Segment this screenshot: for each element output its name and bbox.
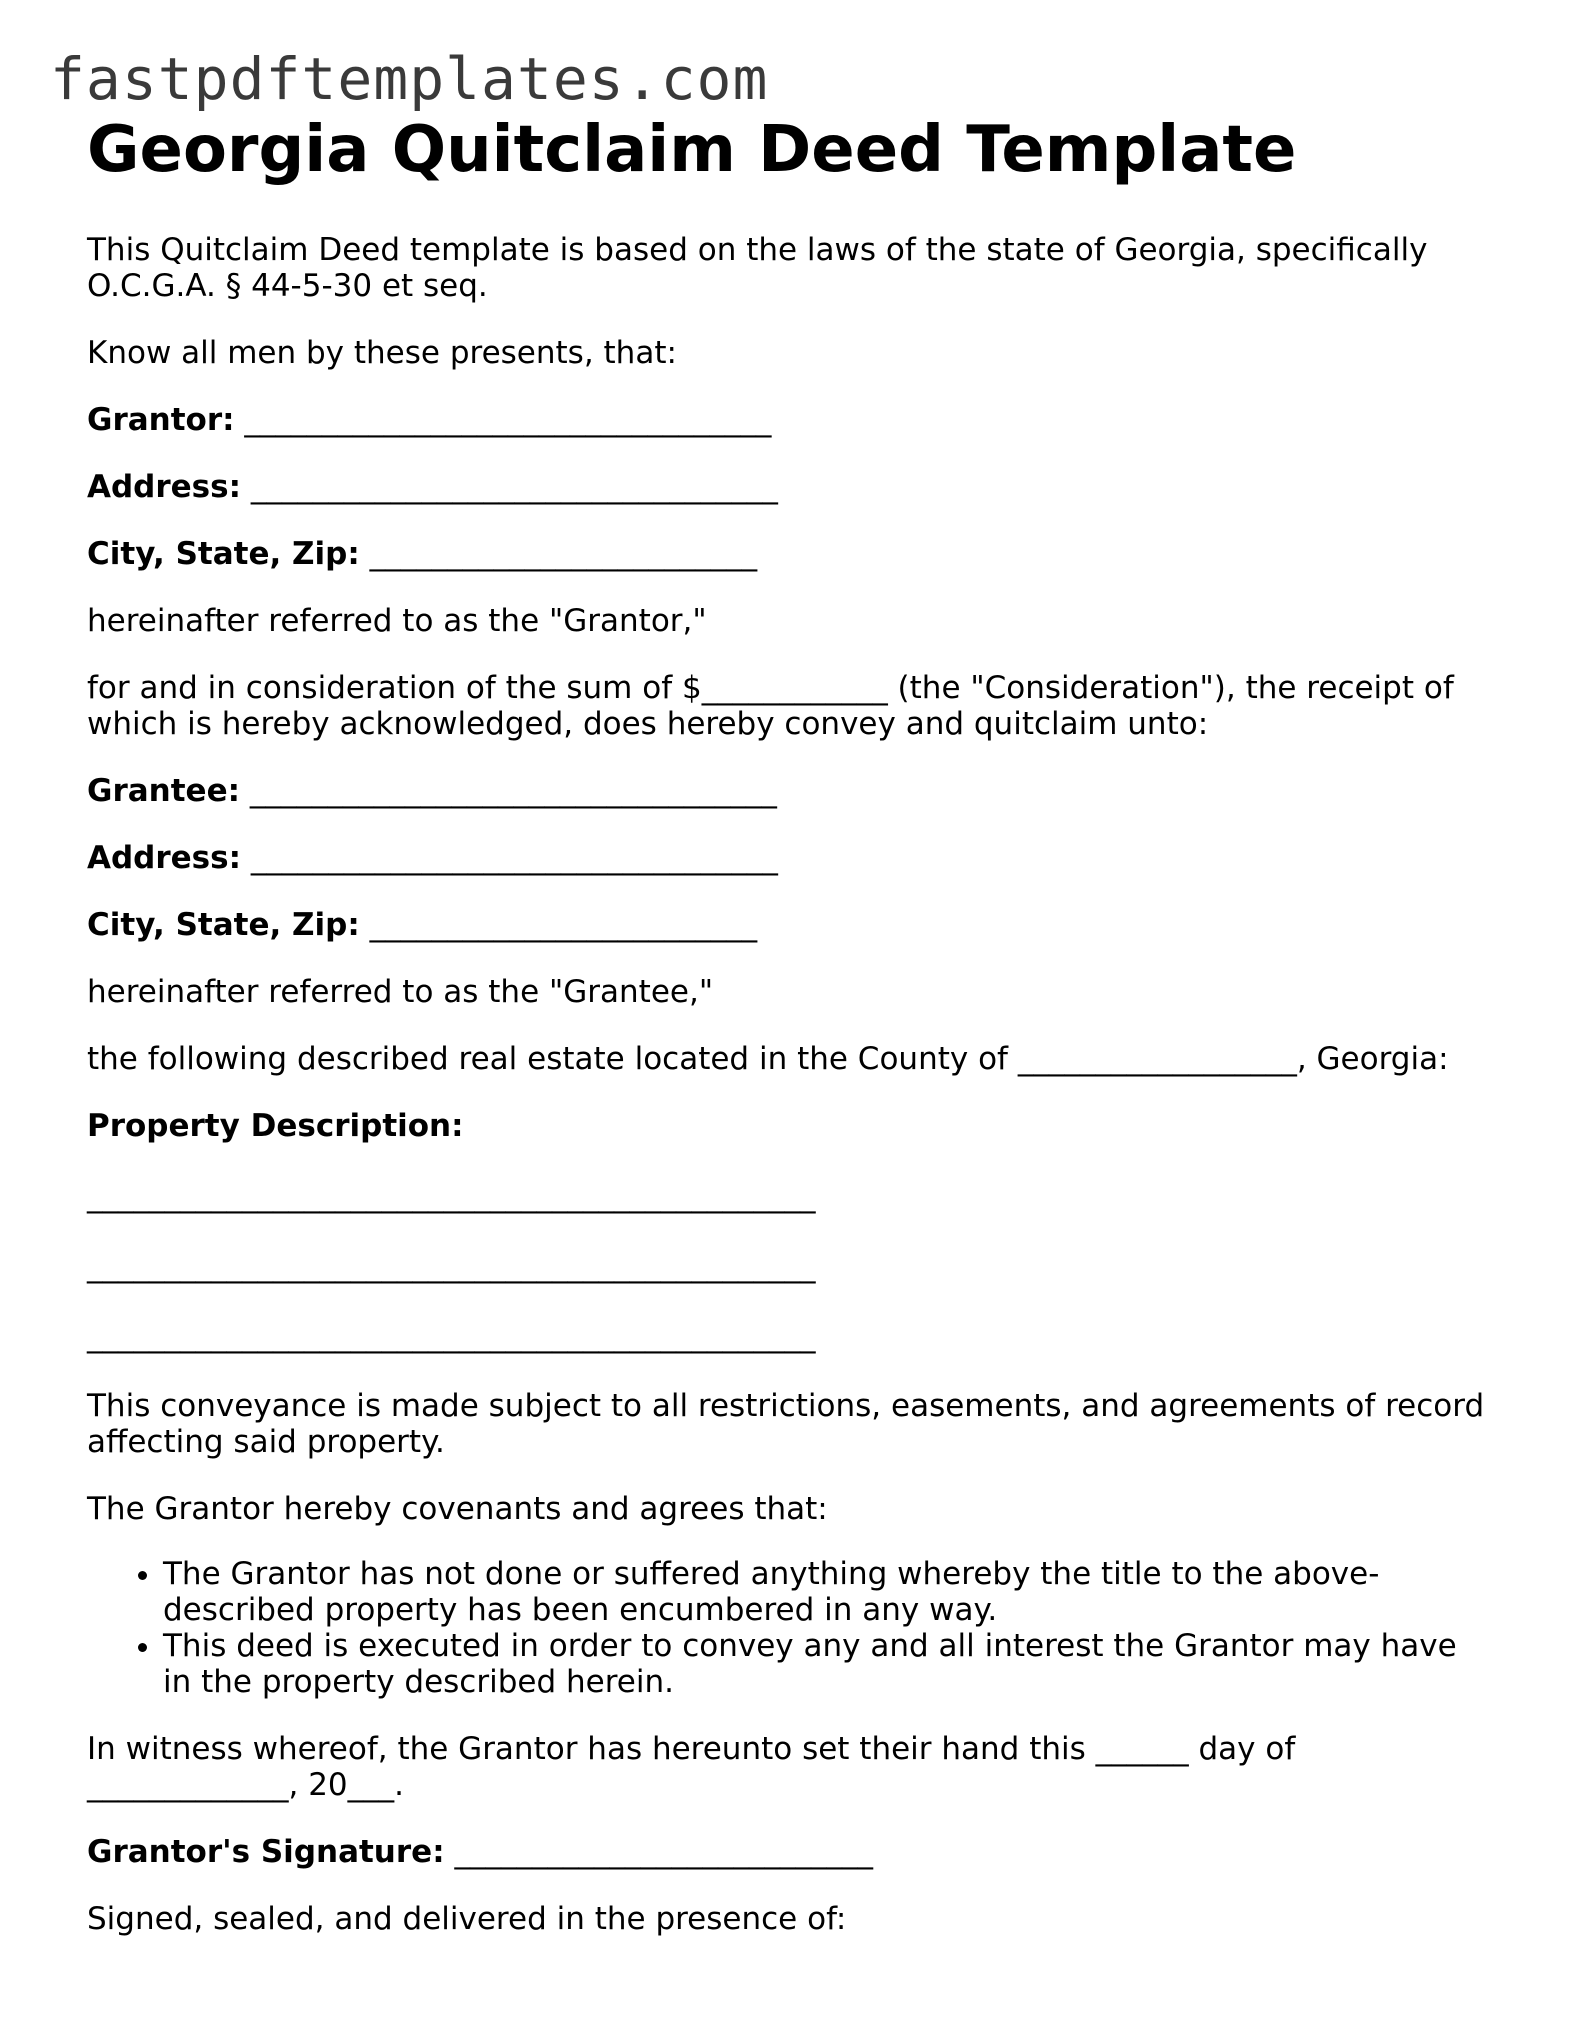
grantor-name-blank[interactable]: __________________________________ (244, 402, 772, 438)
presence-paragraph: Signed, sealed, and delivered in the presence of: (87, 1901, 847, 1937)
grantor-address-label: Address: (87, 469, 241, 505)
know-all-paragraph: Know all men by these presents, that: (87, 335, 677, 371)
grantor-signature-label: Grantor's Signature: (87, 1834, 445, 1870)
county-paragraph (87, 1041, 1487, 1077)
property-description-label: Property Description: (87, 1108, 464, 1144)
grantor-city-blank[interactable]: _________________________ (369, 536, 758, 572)
list-item: • This deed is executed in order to convey any and all interest the Grantor may have in the property described herein. (163, 1628, 1487, 1700)
watermark: fastpdftemplates.com (50, 45, 769, 113)
grantee-name-blank[interactable]: __________________________________ (249, 773, 777, 809)
list-item: • The Grantor has not done or suffered anything whereby the title to the above-described property has been encumbered in any way. (163, 1556, 1487, 1628)
document-body (87, 106, 1487, 1968)
county-text-after: , Georgia: (1296, 1041, 1449, 1077)
county-text-before: the following described real estate located in the County of (87, 1041, 1018, 1077)
property-line[interactable]: _______________________________________________ (87, 1178, 816, 1214)
grantee-city-blank[interactable]: _________________________ (369, 907, 758, 943)
covenants-list (87, 1556, 1487, 1700)
grantee-name-label: Grantee: (87, 773, 240, 809)
consideration-blank[interactable]: ____________ (701, 670, 888, 706)
consideration-paragraph (87, 670, 1487, 742)
grantor-address-field (87, 469, 1487, 505)
grantee-city-field (87, 907, 1487, 943)
consideration-text-before: for and in consideration of the sum of $ (87, 670, 702, 706)
consideration-text-after: (the "Consideration"), the receipt of which is hereby acknowledged, does hereby convey and quitclaim unto: (87, 670, 1454, 742)
grantor-referred-paragraph: hereinafter referred to as the "Grantor," (87, 603, 707, 639)
property-line[interactable]: _______________________________________________ (87, 1318, 816, 1354)
covenants-intro: The Grantor hereby covenants and agrees that: (87, 1491, 828, 1527)
conveyance-paragraph: This conveyance is made subject to all restrictions, easements, and agreements of record affecting said property. (87, 1388, 1485, 1460)
grantor-name-label: Grantor: (87, 402, 235, 438)
grantee-referred-paragraph: hereinafter referred to as the "Grantee," (87, 974, 714, 1010)
grantor-signature-field (87, 1834, 1487, 1870)
county-blank[interactable]: __________________ (1017, 1041, 1297, 1077)
grantee-address-field (87, 840, 1487, 876)
grantor-name-field (87, 402, 1487, 438)
grantor-address-blank[interactable]: __________________________________ (250, 469, 778, 505)
property-description-heading (87, 1108, 1487, 1144)
grantor-signature-blank[interactable]: ___________________________ (454, 1834, 873, 1870)
grantor-city-label: City, State, Zip: (87, 536, 360, 572)
grantee-name-field (87, 773, 1487, 809)
grantee-city-label: City, State, Zip: (87, 907, 360, 943)
page-title: Georgia Quitclaim Deed Template (87, 113, 1297, 187)
witness-paragraph: In witness whereof, the Grantor has hereunto set their hand this ______ day of _____________, 20___. (87, 1731, 1296, 1803)
grantee-address-label: Address: (87, 840, 241, 876)
grantor-city-field (87, 536, 1487, 572)
property-line[interactable]: _______________________________________________ (87, 1248, 816, 1284)
grantee-address-blank[interactable]: __________________________________ (250, 840, 778, 876)
property-description-lines (87, 1178, 1487, 1354)
intro-paragraph: This Quitclaim Deed template is based on the laws of the state of Georgia, specifically O.C.G.A. § 44-5-30 et seq. (87, 232, 1428, 304)
